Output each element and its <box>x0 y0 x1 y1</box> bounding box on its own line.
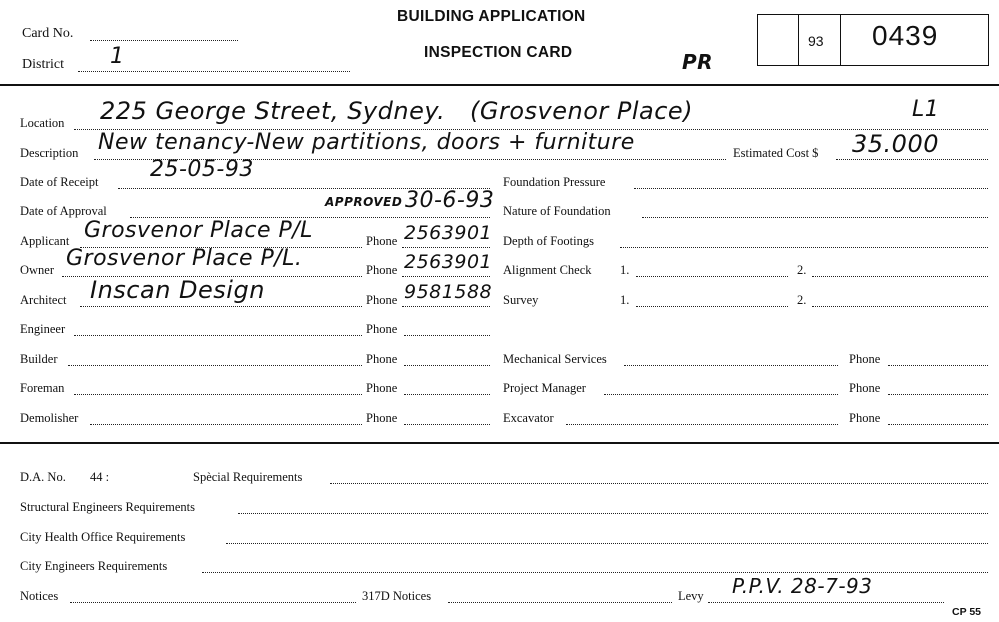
section-divider <box>0 442 999 444</box>
project-manager-label: Project Manager <box>503 381 586 395</box>
owner-value: Grosvenor Place P/L. <box>66 246 303 271</box>
excavator-phone-label: Phone <box>849 411 881 425</box>
architect-label: Architect <box>20 293 67 307</box>
box-number: 0439 <box>872 20 939 51</box>
approval-stamp: APPROVED <box>325 195 403 209</box>
owner-phone-field[interactable] <box>402 276 490 277</box>
owner-phone-value: 2563901 <box>404 251 493 273</box>
architect-phone-value: 9581588 <box>404 281 493 303</box>
foundation-pressure-label: Foundation Pressure <box>503 175 606 189</box>
foreman-phone-field[interactable] <box>404 394 490 395</box>
excavator-label: Excavator <box>503 411 554 425</box>
structural-field[interactable] <box>238 513 988 514</box>
structural-label: Structural Engineers Requirements <box>20 500 195 514</box>
notices-field[interactable] <box>70 602 356 603</box>
city-health-field[interactable] <box>226 543 988 544</box>
excavator-phone-field[interactable] <box>888 424 988 425</box>
form-title: BUILDING APPLICATION <box>397 8 586 25</box>
survey-1-field[interactable] <box>636 306 788 307</box>
engineer-label: Engineer <box>20 322 66 336</box>
foreman-field[interactable] <box>74 394 362 395</box>
depth-footings-label: Depth of Footings <box>503 234 594 248</box>
architect-value: Inscan Design <box>90 276 265 304</box>
mechanical-field[interactable] <box>624 365 838 366</box>
card-no-field[interactable] <box>90 40 238 41</box>
demolisher-phone-field[interactable] <box>404 424 490 425</box>
box-prefix: 93 <box>808 33 824 49</box>
applicant-label: Applicant <box>20 234 70 248</box>
special-req-field[interactable] <box>330 483 988 484</box>
date-receipt-value: 25-05-93 <box>150 157 254 182</box>
engineer-phone-label: Phone <box>366 322 398 336</box>
owner-label: Owner <box>20 263 55 277</box>
estimated-cost-label: Estimated Cost $ <box>733 146 819 160</box>
excavator-field[interactable] <box>566 424 838 425</box>
city-engineers-label: City Engineers Requirements <box>20 559 168 573</box>
alignment-1-field[interactable] <box>636 276 788 277</box>
date-approval-label: Date of Approval <box>20 204 107 218</box>
levy-field[interactable] <box>708 602 944 603</box>
card-no-label: Card No. <box>22 26 74 41</box>
header-divider <box>0 84 999 86</box>
foundation-pressure-field[interactable] <box>634 188 988 189</box>
builder-phone-field[interactable] <box>404 365 490 366</box>
foreman-label: Foreman <box>20 381 65 395</box>
estimated-cost-value: 35.000 <box>852 130 939 158</box>
survey-1-label: 1. <box>620 293 630 307</box>
architect-phone-label: Phone <box>366 293 398 307</box>
da-no-value: 44 : <box>90 470 110 484</box>
applicant-value: Grosvenor Place P/L <box>84 218 313 243</box>
city-health-label: City Health Office Requirements <box>20 530 186 544</box>
notices-label: Notices <box>20 589 59 603</box>
description-value: New tenancy-New partitions, doors + furniture <box>98 130 635 155</box>
date-receipt-label: Date of Receipt <box>20 175 99 189</box>
survey-label: Survey <box>503 293 539 307</box>
owner-phone-label: Phone <box>366 263 398 277</box>
nature-foundation-field[interactable] <box>642 217 988 218</box>
demolisher-label: Demolisher <box>20 411 79 425</box>
nature-foundation-label: Nature of Foundation <box>503 204 611 218</box>
project-manager-field[interactable] <box>604 394 838 395</box>
applicant-phone-field[interactable] <box>402 247 490 248</box>
district-value: 1 <box>110 44 125 69</box>
architect-phone-field[interactable] <box>402 306 490 307</box>
notices-317d-field[interactable] <box>448 602 672 603</box>
levy-label: Levy <box>678 589 704 603</box>
builder-phone-label: Phone <box>366 352 398 366</box>
engineer-phone-field[interactable] <box>404 335 490 336</box>
notices-317d-label: 317D Notices <box>362 589 432 603</box>
description-label: Description <box>20 146 79 160</box>
engineer-field[interactable] <box>74 335 362 336</box>
form-subtitle: INSPECTION CARD <box>424 44 573 61</box>
mechanical-phone-field[interactable] <box>888 365 988 366</box>
city-engineers-field[interactable] <box>202 572 988 573</box>
location-code: L1 <box>912 97 940 122</box>
applicant-phone-label: Phone <box>366 234 398 248</box>
demolisher-phone-label: Phone <box>366 411 398 425</box>
builder-label: Builder <box>20 352 58 366</box>
foreman-phone-label: Phone <box>366 381 398 395</box>
location-extra: (Grosvenor Place) <box>470 97 694 125</box>
mechanical-label: Mechanical Services <box>503 352 607 366</box>
demolisher-field[interactable] <box>90 424 362 425</box>
initials: PR <box>682 50 714 74</box>
estimated-cost-field[interactable] <box>836 159 988 160</box>
date-approval-value: 30-6-93 <box>405 188 495 213</box>
project-manager-phone-field[interactable] <box>888 394 988 395</box>
location-label: Location <box>20 116 65 130</box>
levy-value: P.P.V. 28-7-93 <box>732 574 873 598</box>
survey-2-label: 2. <box>797 293 807 307</box>
mechanical-phone-label: Phone <box>849 352 881 366</box>
architect-field[interactable] <box>80 306 362 307</box>
project-manager-phone-label: Phone <box>849 381 881 395</box>
location-value: 225 George Street, Sydney. <box>100 97 446 125</box>
builder-field[interactable] <box>68 365 362 366</box>
depth-footings-field[interactable] <box>620 247 988 248</box>
applicant-phone-value: 2563901 <box>404 222 493 244</box>
alignment-1-label: 1. <box>620 263 630 277</box>
survey-2-field[interactable] <box>812 306 988 307</box>
alignment-check-label: Alignment Check <box>503 263 592 277</box>
alignment-2-field[interactable] <box>812 276 988 277</box>
form-code: CP 55 <box>952 606 981 618</box>
district-label: District <box>22 57 64 72</box>
da-no-label: D.A. No. <box>20 470 66 484</box>
district-field[interactable] <box>78 71 350 72</box>
special-req-label: Spècial Requirements <box>193 470 303 484</box>
alignment-2-label: 2. <box>797 263 807 277</box>
